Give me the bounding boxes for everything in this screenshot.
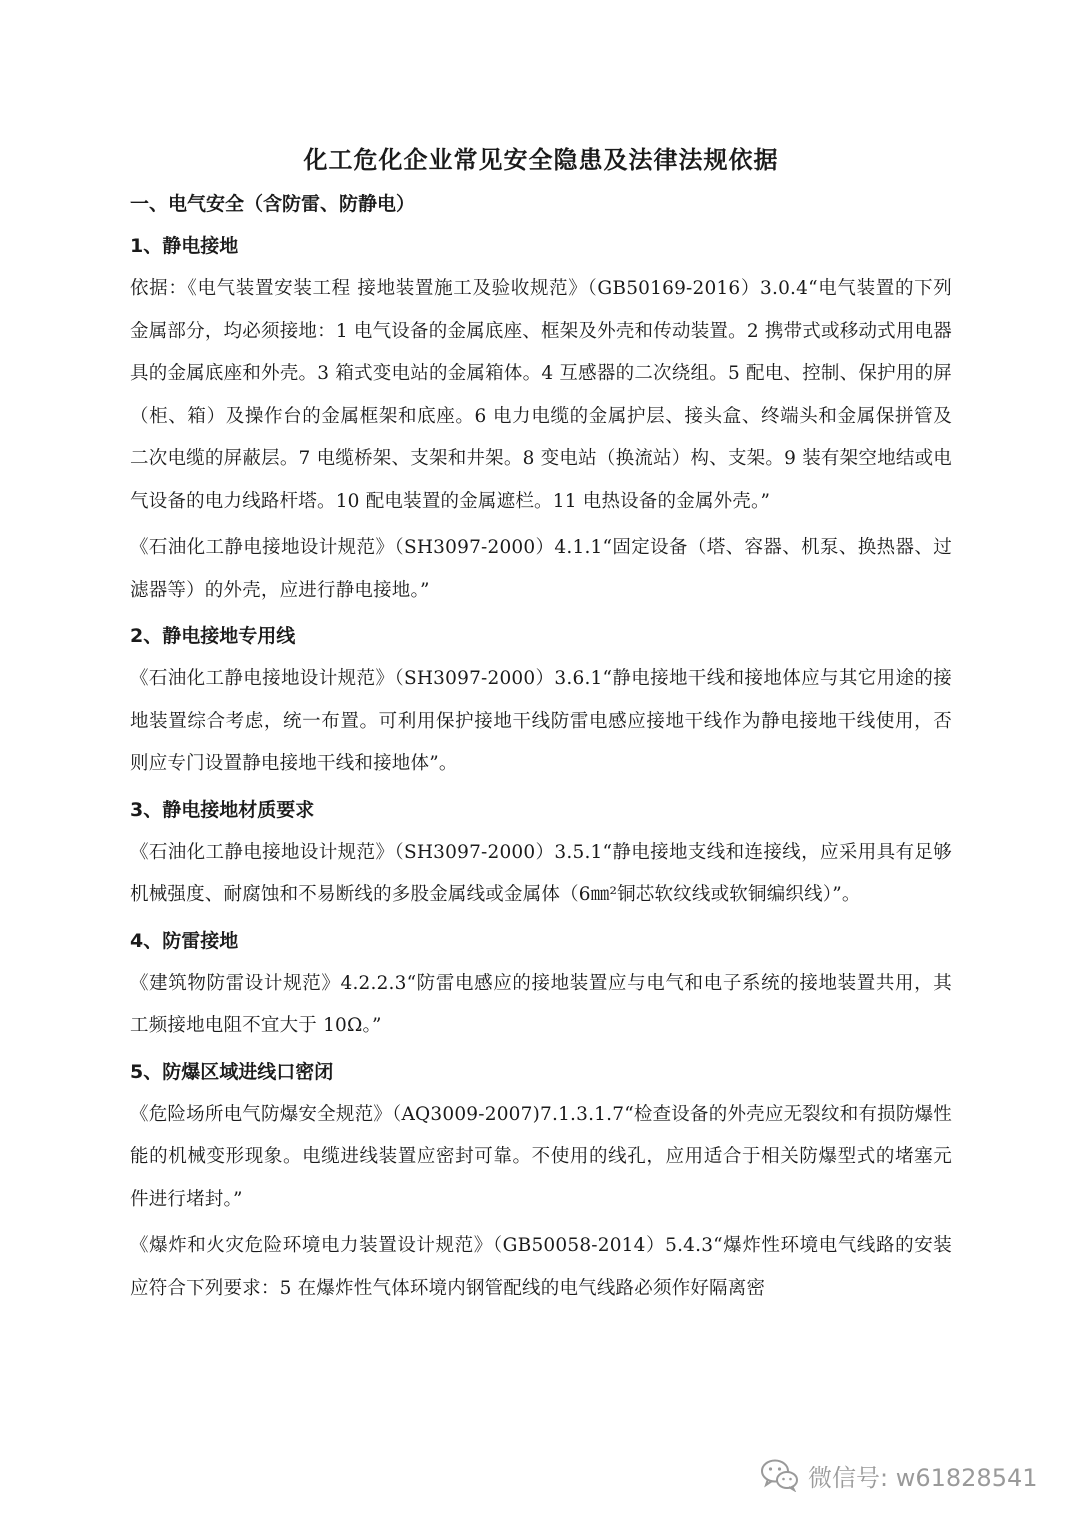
paragraph: 《石油化工静电接地设计规范》（SH3097-2000）4.1.1“固定设备（塔、容器、机泵、换热器、过滤器等）的外壳，应进行静电接地。” — [130, 537, 952, 601]
item-heading-3: 3、静电接地材质要求 — [130, 798, 315, 821]
item-heading-1: 1、静电接地 — [130, 235, 239, 257]
item-heading-2: 2、静电接地专用线 — [130, 625, 296, 647]
item-heading-4: 4、防雷接地 — [130, 929, 239, 952]
section-heading: 一、电气安全（含防雷、防静电） — [130, 193, 416, 215]
page-title: 化工危化企业常见安全隐患及法律法规依据 — [303, 146, 779, 174]
paragraph: 《石油化工静电接地设计规范》（SH3097-2000）3.6.1“静电接地干线和接地体应与其它用途的接地装置综合考虑，统一布置。可利用保护接地干线防雷电感应接地干线作为静电接地干线使用，否则应专门设置静电接地干线和接地体”。 — [130, 668, 952, 774]
item-heading-5: 5、防爆区域进线口密闭 — [130, 1060, 334, 1083]
paragraph: 《建筑物防雷设计规范》4.2.2.3“防雷电感应的接地装置应与电气和电子系统的接地装置共用，其工频接地电阻不宜大于 10Ω。” — [130, 972, 952, 1036]
paragraph: 《石油化工静电接地设计规范》（SH3097-2000）3.5.1“静电接地支线和连接线，应采用具有足够机械强度、耐腐蚀和不易断线的多股金属线或金属体（6㎜²铜芯软纹线或软铜编织线）”。 — [130, 841, 952, 905]
document-page — [130, 140, 952, 1314]
watermark-text: 微信号: w61828541 — [808, 1463, 1038, 1492]
watermark — [760, 1455, 1038, 1495]
paragraph: 《爆炸和火灾危险环境电力装置设计规范》（GB50058-2014）5.4.3“爆炸性环境电气线路的安装应符合下列要求：5 在爆炸性气体环境内钢管配线的电气线路必须作好隔离密 — [130, 1235, 952, 1299]
paragraph: 《危险场所电气防爆安全规范》（AQ3009-2007)7.1.3.1.7“检查设备的外壳应无裂纹和有损防爆性能的机械变形现象。电缆进线装置应密封可靠。不使用的线孔，应用适合于相关防爆型式的堵塞元件进行堵封。” — [130, 1103, 952, 1210]
paragraph: 依据：《电气装置安装工程 接地装置施工及验收规范》（GB50169-2016）3.0.4“电气装置的下列金属部分，均必须接地：1 电气设备的金属底座、框架及外壳和传动装置。2 携带式或移动式用电器具的金属底座和外壳。3 箱式变电站的金属箱体。4 互感器的二次绕组。5 配电、控制、保护用的屏（柜、箱）及操作台的金属框架和底座。6 电力电缆的金属护层、接头盒、终端头和金属保拼管及二次电缆的屏蔽层。7 电缆桥架、支架和井架。8 变电站（换流站）构、支架。9 装有架空地结或电气设备的电力线路杆塔。10 配电装置的金属遮栏。11 电热设备的金属外壳。” — [130, 278, 952, 512]
wechat-icon — [760, 1458, 800, 1492]
